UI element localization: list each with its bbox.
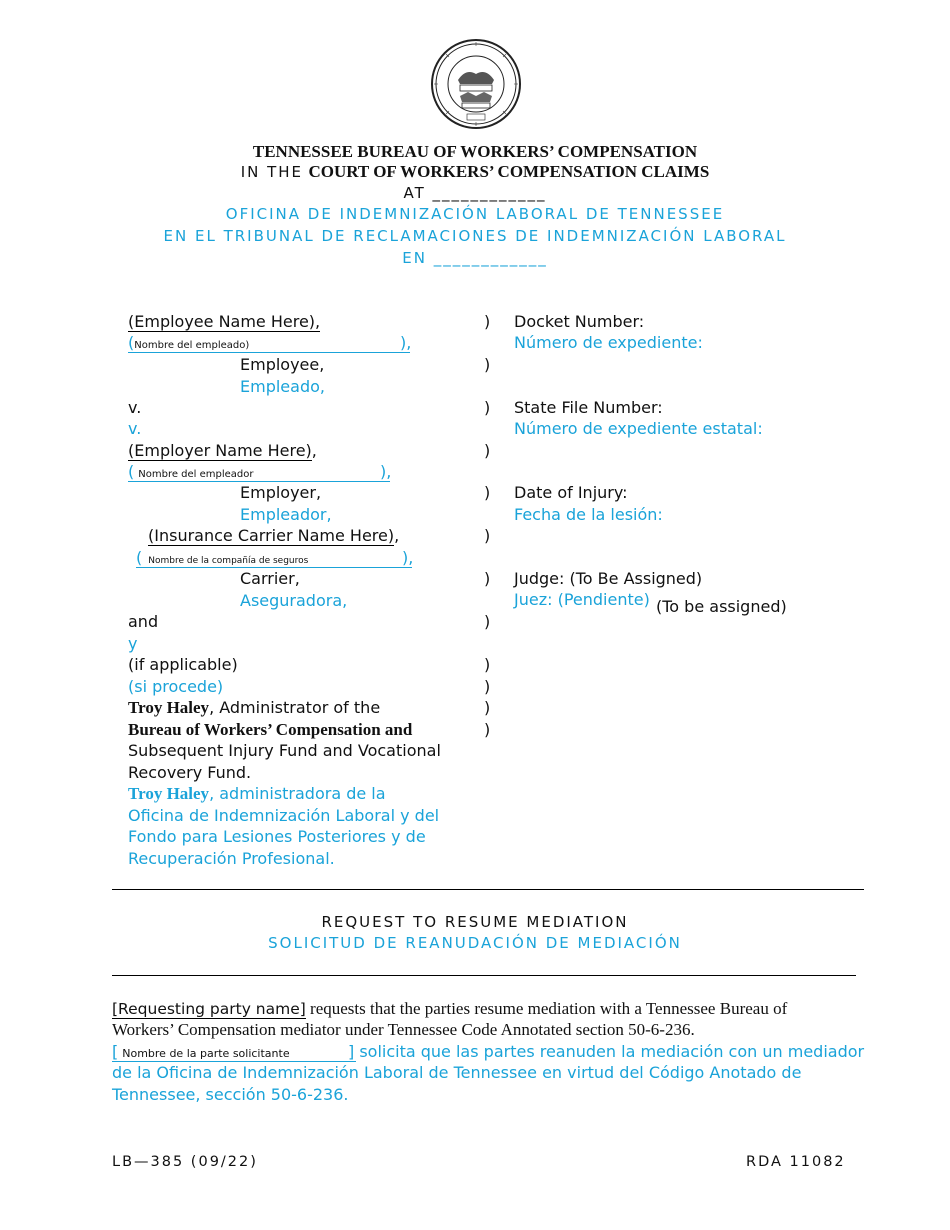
form-id: LB—385 (09/22)	[112, 1154, 258, 1170]
caption-paren: )	[484, 655, 491, 674]
admin-line-3: Subsequent Injury Fund and Vocational	[128, 741, 441, 760]
header-es-bureau: OFICINA DE INDEMNIZACIÓN LABORAL DE TENNESSEE	[225, 205, 725, 223]
header-court	[0, 162, 950, 182]
if-applicable-es: (si procede)	[128, 677, 224, 696]
docket-label-es: Número de expediente:	[514, 333, 703, 352]
versus: v.	[128, 398, 142, 417]
docket-label: Docket Number:	[514, 312, 645, 331]
judge-label-es: Juez: (Pendiente)	[514, 590, 650, 609]
requesting-party-field-hint: Nombre de la parte solicitante	[122, 1047, 290, 1060]
if-applicable: (if applicable)	[128, 655, 238, 674]
caption-paren: )	[484, 355, 491, 374]
request-es-line-1: [ Nombre de la parte solicitante ] solicita que las partes reanuden la mediación con un mediador	[112, 1042, 865, 1061]
employee-name-field[interactable]: (Nombre del empleado) ),	[128, 333, 412, 352]
header-es-court: EN EL TRIBUNAL DE RECLAMACIONES DE INDEMNIZACIÓN LABORAL	[163, 227, 787, 245]
carrier-name-field[interactable]: ( Nombre de la compañía de seguros ),	[136, 548, 414, 567]
divider-top	[112, 889, 864, 890]
rda-number: RDA 11082	[746, 1154, 846, 1170]
caption-paren: )	[484, 483, 491, 502]
carrier-name-field-hint: Nombre de la compañía de seguros	[148, 556, 309, 566]
caption-paren: )	[484, 677, 491, 696]
carrier-label: Carrier,	[240, 569, 300, 588]
divider-bottom	[112, 975, 856, 976]
document-title: REQUEST TO RESUME MEDIATION	[321, 913, 629, 931]
judge-label: Judge: (To Be Assigned)	[514, 569, 703, 588]
injury-label-es: Fecha de la lesión:	[514, 505, 663, 524]
employer-name: (Employer Name Here),	[128, 441, 317, 460]
carrier-name: (Insurance Carrier Name Here),	[148, 526, 400, 545]
header-court-prefix: IN THE	[240, 163, 304, 181]
judge-value: (To be assigned)	[656, 597, 787, 616]
state-file-label: State File Number:	[514, 398, 663, 417]
employee-name: (Employee Name Here),	[128, 312, 321, 331]
admin-line-1: Troy Haley, Administrator of the	[128, 698, 381, 717]
request-en-line-2: Workers’ Compensation mediator under Tennessee Code Annotated section 50-6-236.	[112, 1020, 695, 1039]
employee-label-es: Empleado,	[240, 377, 325, 396]
caption-paren: )	[484, 698, 491, 717]
caption-paren: )	[484, 612, 491, 631]
and-text: and	[128, 612, 159, 631]
employee-name-field-hint: Nombre del empleado)	[134, 340, 250, 351]
caption-paren: )	[484, 398, 491, 417]
employer-label-es: Empleador,	[240, 505, 332, 524]
admin-line-4: Recovery Fund.	[128, 763, 252, 782]
state-file-label-es: Número de expediente estatal:	[514, 419, 763, 438]
versus-es: v.	[128, 419, 142, 438]
admin-name: Troy Haley	[128, 698, 210, 717]
caption-paren: )	[484, 312, 491, 331]
state-seal	[430, 38, 522, 130]
admin-es-line-1: Troy Haley, administradora de la	[128, 784, 386, 803]
header-court-name: COURT OF WORKERS’ COMPENSATION CLAIMS	[308, 162, 710, 181]
admin-es-line-2: Oficina de Indemnización Laboral y del	[128, 806, 440, 825]
request-es-line-3: Tennessee, sección 50-6-236.	[112, 1085, 349, 1104]
caption-paren: )	[484, 569, 491, 588]
employer-name-field[interactable]: ( Nombre del empleador ),	[128, 462, 392, 481]
header-bureau: TENNESSEE BUREAU OF WORKERS’ COMPENSATION	[252, 142, 698, 161]
header-es-at: EN ____________	[402, 249, 548, 267]
caption-paren: )	[484, 441, 491, 460]
request-en-line-1: [Requesting party name] requests that the parties resume mediation with a Tennessee Bureau of	[112, 999, 788, 1018]
header-at: AT ____________	[403, 184, 547, 202]
caption-paren: )	[484, 720, 491, 739]
requesting-party-placeholder[interactable]: [Requesting party name]	[112, 1000, 306, 1018]
admin-es-line-3: Fondo para Lesiones Posteriores y de	[128, 827, 426, 846]
employee-label: Employee,	[240, 355, 325, 374]
employer-label: Employer,	[240, 483, 322, 502]
request-es-line-2: de la Oficina de Indemnización Laboral de Tennessee en virtud del Código Anotado de	[112, 1063, 802, 1082]
and-text-es: y	[128, 634, 138, 653]
admin-es-line-4: Recuperación Profesional.	[128, 849, 335, 868]
requesting-party-field[interactable]: [ Nombre de la parte solicitante	[112, 1042, 356, 1062]
injury-label: Date of Injury:	[514, 483, 628, 502]
carrier-label-es: Aseguradora,	[240, 591, 348, 610]
employer-name-field-hint: Nombre del empleador	[138, 469, 254, 480]
admin-name-es: Troy Haley	[128, 784, 210, 803]
seal-graphic	[430, 38, 522, 130]
document-title-es: SOLICITUD DE REANUDACIÓN DE MEDIACIÓN	[268, 934, 682, 952]
admin-line-2: Bureau of Workers’ Compensation and	[128, 720, 413, 739]
caption-paren: )	[484, 526, 491, 545]
